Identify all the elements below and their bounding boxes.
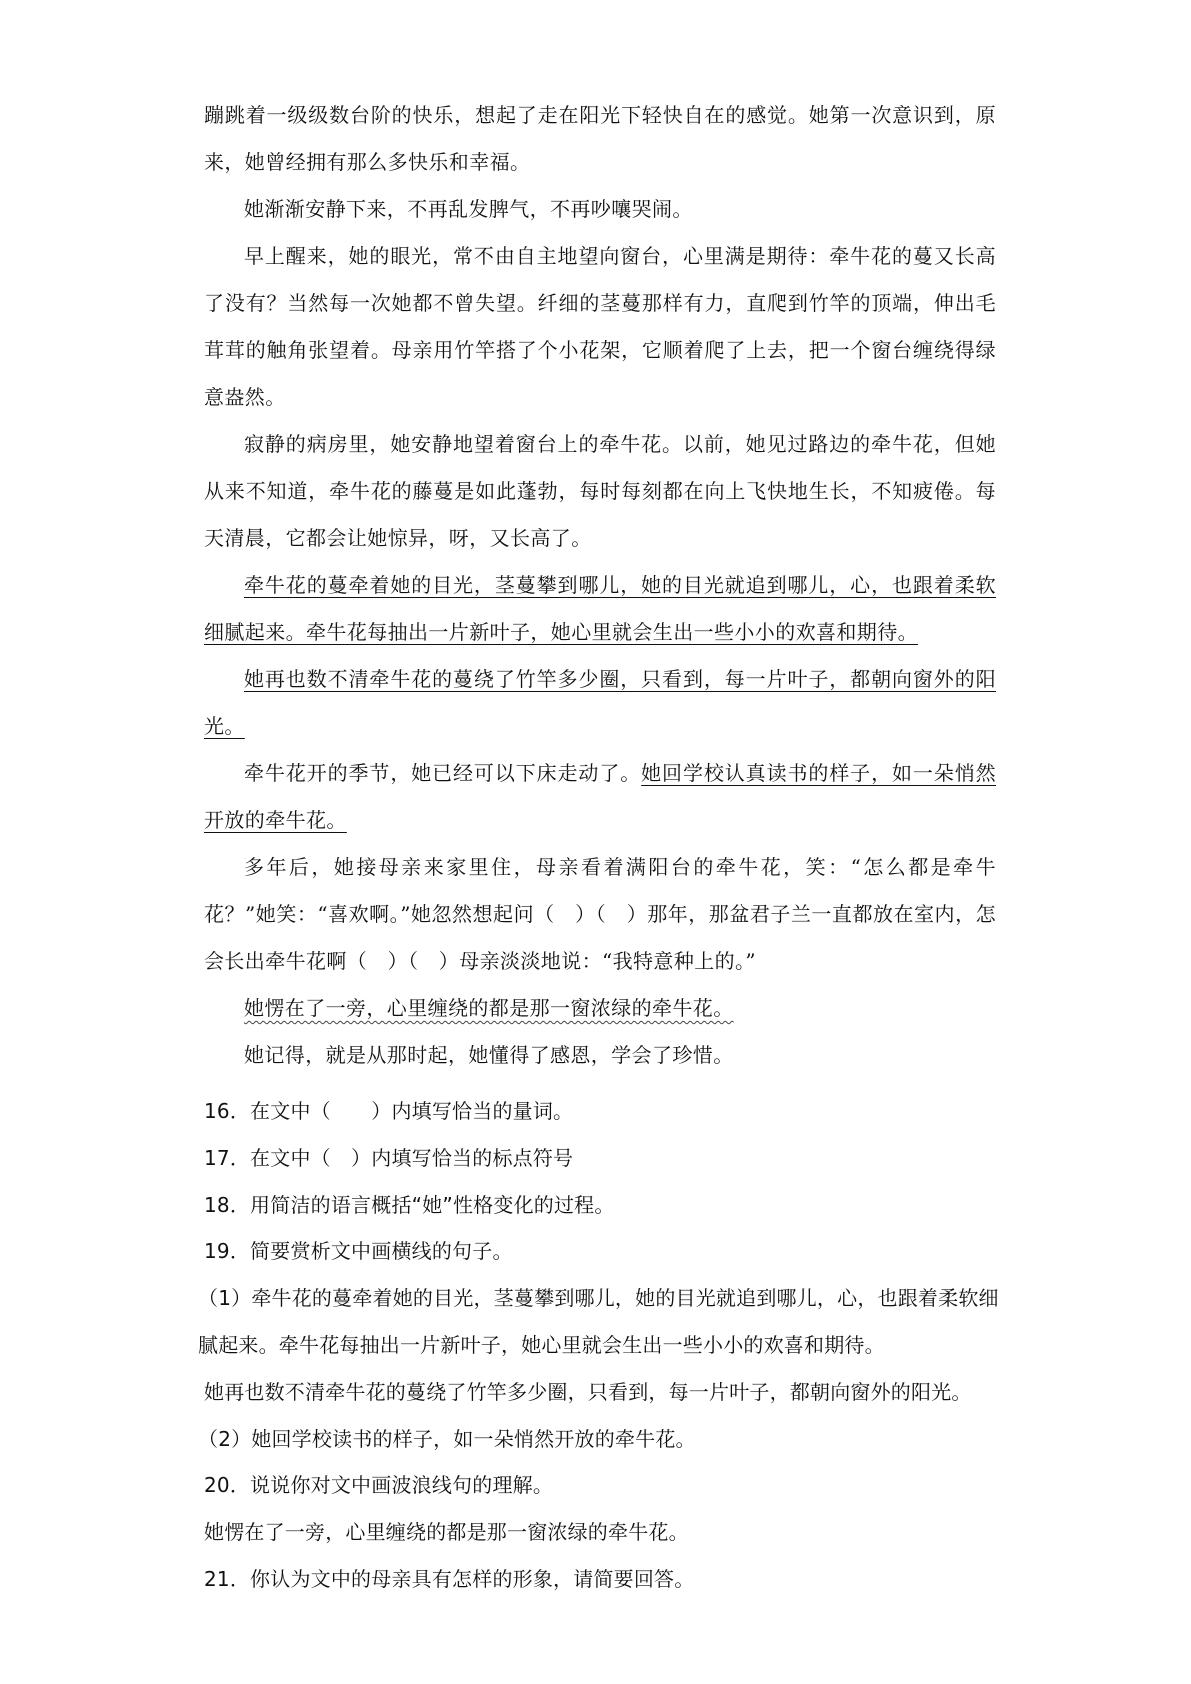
story-text: [204, 92, 996, 1079]
question-19-part-1: （1）牵牛花的蔓牵着她的目光，茎蔓攀到哪儿，她的目光就追到哪儿，心，也跟着柔软细腻起来。牵牛花每抽出一片新叶子，她心里就会生出一些小小的欢喜和期待。: [198, 1286, 999, 1357]
underlined-sentence-1: 牵牛花的蔓牵着她的目光，茎蔓攀到哪儿，她的目光就追到哪儿，心，也跟着柔软细腻起来。牵牛花每抽出一片新叶子，她心里就会生出一些小小的欢喜和期待。: [204, 573, 996, 644]
question-21: 21．你认为文中的母亲具有怎样的形象，请简要回答。: [204, 1566, 695, 1591]
wavy-underlined-sentence: 她愣在了一旁，心里缠绕的都是那一窗浓绿的牵牛花。: [244, 996, 734, 1020]
story-paragraph-4: 寂静的病房里，她安静地望着窗台上的牵牛花。以前，她见过路边的牵牛花，但她从来不知道，牵牛花的藤蔓是如此蓬勃，每时每刻都在向上飞快地生长，不知疲倦。每天清晨，它都会让她惊异，呀，又长高了。: [204, 432, 996, 550]
question-19: 19．简要赏析文中画横线的句子。: [204, 1239, 513, 1264]
story-paragraph-7: [204, 750, 996, 844]
story-paragraph-5: [204, 562, 996, 656]
question-20-quote: 她愣在了一旁，心里缠绕的都是那一窗浓绿的牵牛花。: [204, 1520, 689, 1545]
underlined-sentence-3: 她回学校认真读书的样子，如一朵悄然开放的牵牛花。: [204, 761, 996, 832]
question-17: 17．在文中（ ）内填写恰当的标点符号: [204, 1145, 574, 1170]
story-paragraph-10: 她记得，就是从那时起，她懂得了感恩，学会了珍惜。: [244, 1043, 734, 1067]
story-paragraph-2: 她渐渐安静下来，不再乱发脾气，不再吵嚷哭闹。: [244, 197, 693, 221]
question-list: [198, 1088, 1004, 1603]
story-paragraph-1: 蹦跳着一级级数台阶的快乐，想起了走在阳光下轻快自在的感觉。她第一次意识到，原来，她曾经拥有那么多快乐和幸福。: [204, 103, 996, 174]
question-19-part-2: （2）她回学校读书的样子，如一朵悄然开放的牵牛花。: [198, 1426, 696, 1451]
story-paragraph-8: 多年后，她接母亲来家里住，母亲看着满阳台的牵牛花，笑：“怎么都是牵牛花？”她笑：“喜欢啊。”她忽然想起问（ ）（ ）那年，那盆君子兰一直都放在室内，怎会长出牵牛花啊（ ）（ ）母亲淡淡地说：“我特意种上的。”: [204, 855, 996, 973]
underlined-sentence-2: 她再也数不清牵牛花的蔓绕了竹竿多少圈，只看到，每一片叶子，都朝向窗外的阳光。: [204, 667, 996, 738]
story-paragraph-6: [204, 656, 996, 750]
question-19-part-1-continued: 她再也数不清牵牛花的蔓绕了竹竿多少圈，只看到，每一片叶子，都朝向窗外的阳光。: [204, 1379, 972, 1404]
story-paragraph-3: 早上醒来，她的眼光，常不由自主地望向窗台，心里满是期待：牵牛花的蔓又长高了没有？当然每一次她都不曾失望。纤细的茎蔓那样有力，直爬到竹竿的顶端，伸出毛茸茸的触角张望着。母亲用竹竿搭了个小花架，它顺着爬了上去，把一个窗台缠绕得绿意盎然。: [204, 244, 996, 409]
question-16: 16．在文中（ ）内填写恰当的量词。: [204, 1099, 574, 1123]
story-paragraph-9: [204, 985, 996, 1032]
question-20: 20．说说你对文中画波浪线句的理解。: [204, 1473, 554, 1498]
question-18: 18．用简洁的语言概括“她”性格变化的过程。: [204, 1192, 615, 1217]
story-paragraph-7-text: 牵牛花开的季节，她已经可以下床走动了。: [244, 761, 642, 785]
